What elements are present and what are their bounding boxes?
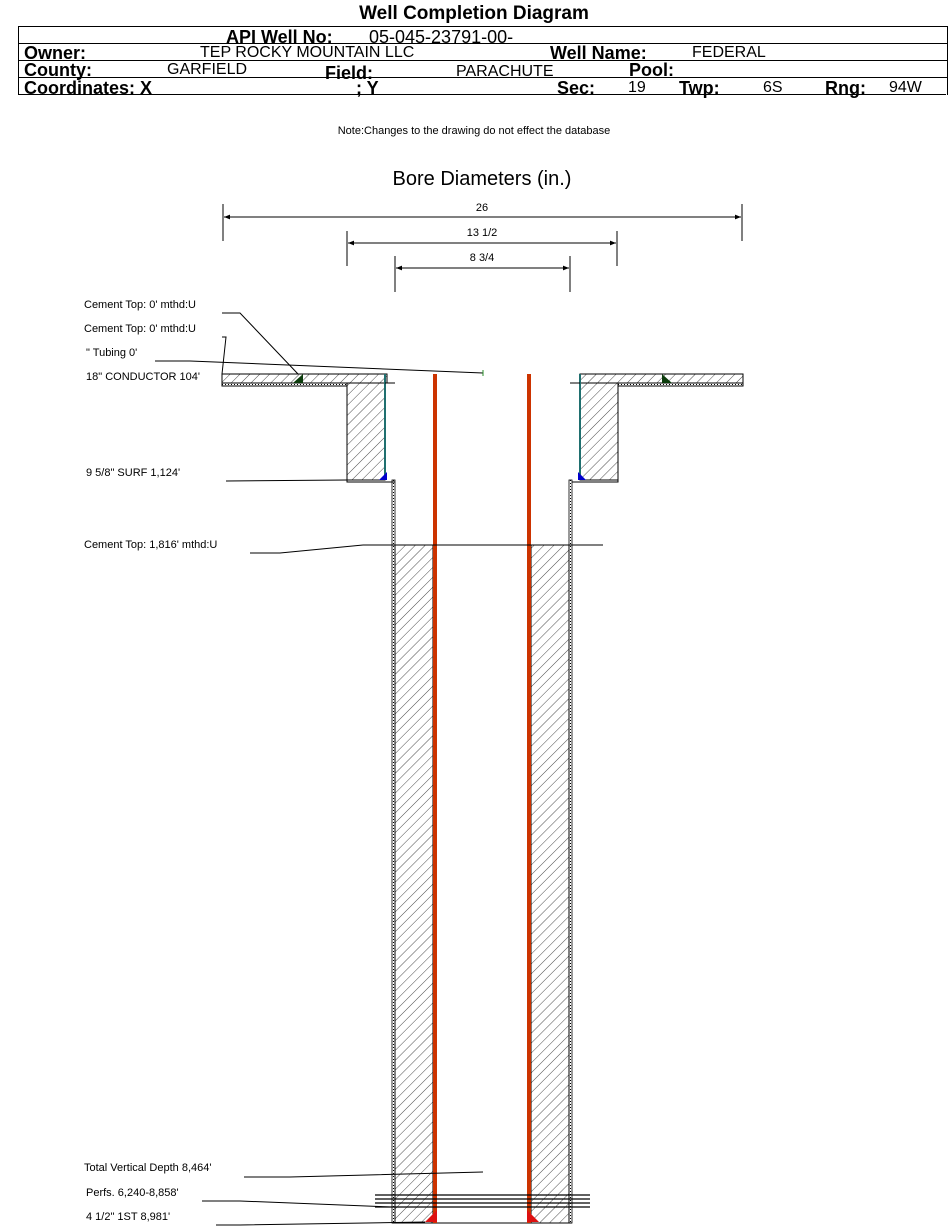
- tubing-label: " Tubing 0': [86, 347, 138, 359]
- owner-label: Owner:: [24, 43, 87, 63]
- cement-top-label-3: Cement Top: 1,816' mthd:U: [84, 539, 218, 551]
- owner-value: TEP ROCKY MOUNTAIN LLC: [200, 44, 415, 61]
- field-label: Field:: [325, 63, 373, 83]
- api-label: API Well No:: [226, 27, 333, 47]
- surface-casing-label: 9 5/8" SURF 1,124': [86, 467, 181, 479]
- coord-y-label: ; Y: [356, 78, 379, 98]
- county-value: GARFIELD: [167, 61, 248, 78]
- database-note: Note:Changes to the drawing do not effect the database: [337, 125, 611, 137]
- bore-dimension-8-3-4: [395, 252, 570, 292]
- cement-top-label-2: Cement Top: 0' mthd:U: [84, 323, 196, 335]
- well-name-label: Well Name:: [550, 43, 647, 63]
- well-name-value: FEDERAL: [692, 44, 766, 61]
- field-value: PARACHUTE: [456, 63, 554, 80]
- pool-label: Pool:: [629, 60, 674, 80]
- twp-label: Twp:: [679, 78, 720, 98]
- conductor-label: 18" CONDUCTOR 104': [86, 371, 201, 383]
- rng-label: Rng:: [825, 78, 866, 98]
- bore-label-13-1-2: 13 1/2: [466, 227, 498, 239]
- bore-label-26: 26: [475, 202, 489, 214]
- twp-value: 6S: [763, 79, 783, 96]
- sec-label: Sec:: [557, 78, 596, 98]
- rng-value: 94W: [889, 79, 922, 96]
- cement-top-label-1: Cement Top: 0' mthd:U: [84, 299, 196, 311]
- total-depth-label: Total Vertical Depth 8,464': [84, 1162, 212, 1174]
- production-casing-left: [433, 374, 437, 1223]
- production-casing-label: 4 1/2" 1ST 8,981': [86, 1211, 171, 1223]
- coord-x-label: Coordinates: X: [24, 78, 153, 98]
- diagram-title: Well Completion Diagram: [359, 3, 589, 24]
- bore-diameters-title: Bore Diameters (in.): [392, 168, 572, 190]
- production-casing-right: [527, 374, 531, 1223]
- api-value: 05-045-23791-00-: [369, 27, 514, 47]
- production-cement: [395, 545, 569, 1223]
- sec-value: 19: [628, 79, 646, 96]
- bore-label-8-3-4: 8 3/4: [469, 252, 495, 264]
- perfs-label: Perfs. 6,240-8,858': [86, 1187, 179, 1199]
- surface-cement: [347, 383, 618, 482]
- county-label: County:: [24, 60, 92, 80]
